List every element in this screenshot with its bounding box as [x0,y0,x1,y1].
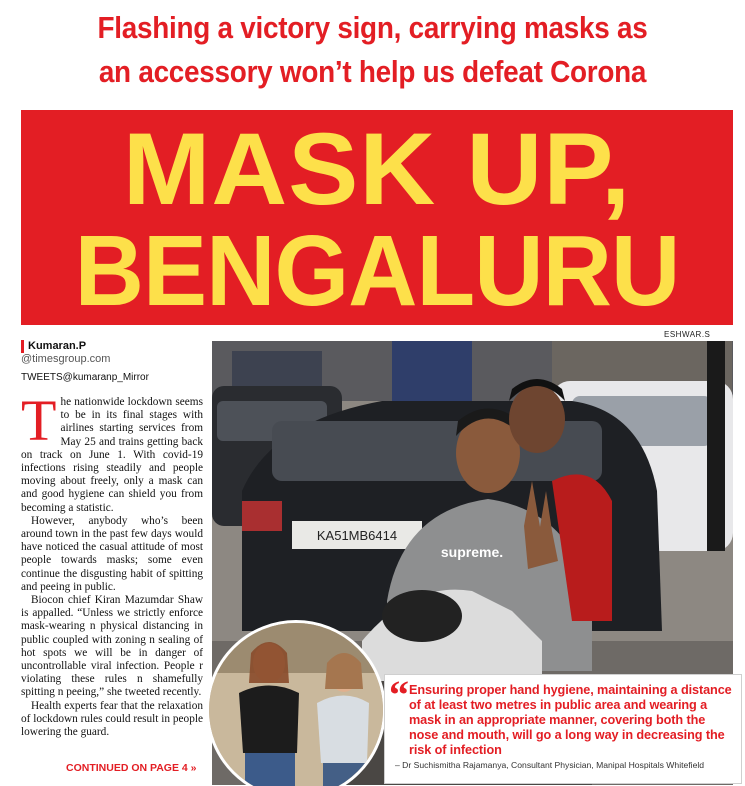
headline-kicker [37,6,708,94]
article-paragraph-4: Health experts fear that the relaxation of lockdown rules could result in people lowering the guard. [21,699,203,739]
quote-mark: “ [389,672,409,717]
banner-line-1: MASK UP, [122,112,632,226]
author-twitter: TWEETS@kumaranp_Mirror [21,372,149,383]
drop-cap: T [21,388,57,453]
quote-attribution: – Dr Suchismitha Rajamanya, Consultant Physician, Manipal Hospitals Whitefield [395,760,705,770]
inset-photo [206,620,386,786]
license-plate-text: KA51MB6414 [316,528,398,543]
shirt-text: supreme. [440,544,504,560]
photo-credit: ESHWAR.S [664,330,711,339]
quote-text: Ensuring proper hand hygiene, maintaining a distance of at least two metres in public area and wearing a mask in an appropriate manner, covering both the nose and mouth, will go a long way in decreasing the risk of infection [409,683,732,757]
continued-link[interactable]: CONTINUED ON PAGE 4 » [66,762,197,774]
pull-quote [384,674,742,784]
kicker-line-1: Flashing a victory sign, carrying masks as [97,10,648,45]
banner-line-2: BENGALURU [74,215,680,325]
author-name: Kumaran.P [21,340,211,353]
byline [21,340,211,384]
headline-banner [21,110,733,325]
article-paragraph-3: Biocon chief Kiran Mazumdar Shaw is appalled. “Unless we strictly enforce mask-wearing n physical distancing in public coupled with zoning n sealing of hot spots we will be in danger of uncontrollable viral infection. People r violating these rules n shamefully spitting n peeing,” she tweeted recently. [21,594,203,699]
inset-women-image [209,623,386,786]
article-body [21,388,203,739]
author-email: @timesgroup.com [21,353,111,365]
kicker-line-2: an accessory won’t help us defeat Corona [98,54,647,89]
article-paragraph-2: However, anybody who’s been around town in the past few days would have noticed the casual attitude of most people towards masks; some even continue the disgusting habit of spitting and peeing in public. [21,514,203,593]
article-paragraph-1: The nationwide lockdown seems to be in its final stages with airlines starting services from May 25 and trains getting back on track on June 1. With covid-19 infections rising steadily and people moving about freely, only a mask can and good hygiene can shield you from becoming a statistic. [21,388,203,514]
